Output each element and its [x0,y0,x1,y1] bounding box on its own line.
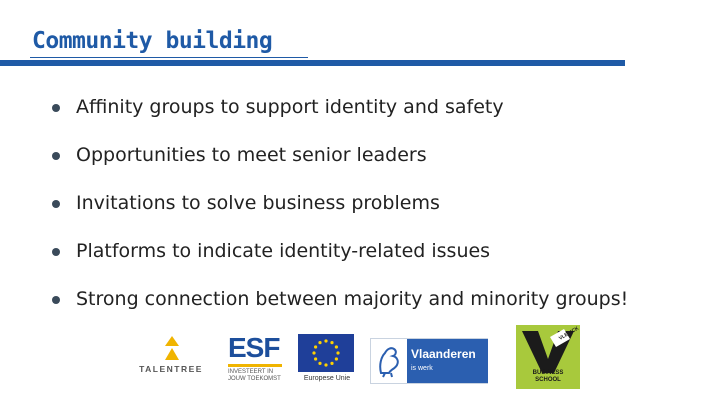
bullet-item [52,236,628,284]
vlaanderen-logo [370,338,488,384]
vlaanderen-panel [407,339,488,383]
bullet-text: Opportunities to meet senior leaders [76,144,427,166]
bullet-text: Affinity groups to support identity and safety [76,96,504,118]
bullet-dot-icon [52,152,60,160]
eu-star-icon [336,351,339,354]
esf-tagline-1: INVESTEERT IN [228,369,274,375]
bullet-text: Strong connection between majority and minority groups! [76,288,629,310]
vlerick-logo [516,325,580,389]
vlaanderen-name: Vlaanderen [411,347,476,361]
eu-star-icon [335,345,338,348]
bullet-dot-icon [52,296,60,304]
eu-star-icon [318,362,321,365]
bullet-item [52,140,628,188]
eu-star-icon [318,341,321,344]
eu-star-icon [324,363,327,366]
title-underline-thin [30,57,308,58]
bullet-text: Platforms to indicate identity-related issues [76,240,491,262]
bullet-dot-icon [52,104,60,112]
bullet-list [52,92,628,332]
bullet-dot-icon [52,248,60,256]
vlerick-caption-line2: SCHOOL [535,377,561,383]
esf-logo [228,333,288,385]
title-underline-bar [0,60,625,66]
eu-star-icon [324,339,327,342]
esf-wordmark: ESF [228,332,280,363]
eu-star-icon [330,341,333,344]
eu-star-icon [314,345,317,348]
eu-star-icon [314,357,317,360]
esf-tagline-2: JOUW TOEKOMST [228,376,281,382]
slide-title: Community building [32,28,273,54]
bullet-dot-icon [52,200,60,208]
bullet-text: Invitations to solve business problems [76,192,440,214]
eu-star-icon [335,357,338,360]
eu-flag-icon [298,334,354,372]
eu-caption: Europese Unie [303,375,351,382]
talentree-triangle-icon [165,336,179,346]
vlerick-caption-line1: BUSINESS [532,370,564,376]
talentree-triangle-icon [165,348,179,360]
eu-logo [298,334,356,386]
talentree-wordmark: TALENTREE [139,364,203,374]
vlerick-caption [516,370,580,384]
talentree-logo [136,334,206,376]
eu-star-icon [312,351,315,354]
flemish-lion-icon [375,343,403,379]
vlaanderen-tagline: is werk [411,365,433,372]
bullet-item [52,188,628,236]
eu-star-icon [330,362,333,365]
esf-accent-bar [228,364,282,367]
bullet-item [52,92,628,140]
svg-text:VLERICK: VLERICK [558,325,580,342]
